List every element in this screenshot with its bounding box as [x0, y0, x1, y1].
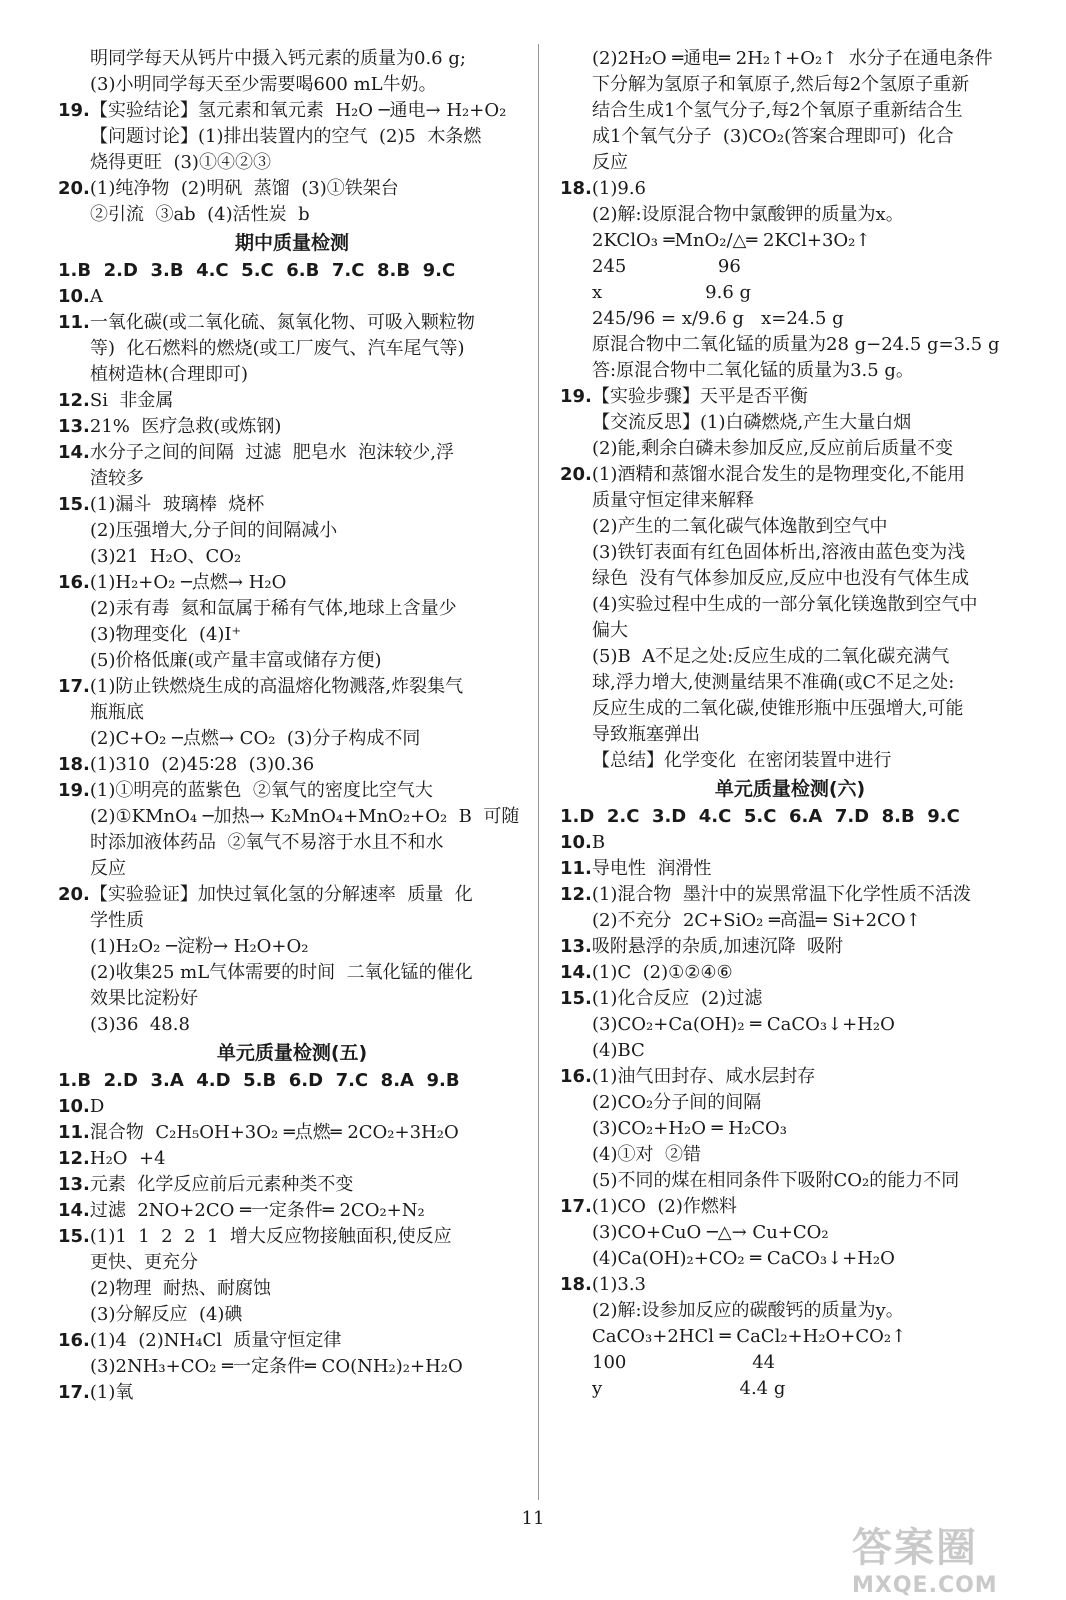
answer-text: 2KClO₃ ═MnO₂/△═ 2KCl+3O₂↑ [592, 230, 871, 251]
answer-text: (4)Ca(OH)₂+CO₂ ═ CaCO₃↓+H₂O [592, 1248, 895, 1269]
column-divider [538, 44, 539, 1500]
answer-line [58, 1380, 526, 1406]
answer-text: 原混合物中二氧化锰的质量为28 g−24.5 g=3.5 g [592, 334, 1000, 355]
answer-line [58, 388, 526, 414]
answer-line [560, 540, 1020, 566]
answer-text: 渣较多 [90, 468, 144, 489]
question-number: 12. [58, 390, 90, 411]
question-number: 10. [58, 286, 90, 307]
answer-line [560, 1064, 1020, 1090]
answer-line [560, 202, 1020, 228]
answer-line [560, 670, 1020, 696]
answer-text: 瓶瓶底 [90, 702, 144, 723]
answer-text: (3)2NH₃+CO₂ ═一定条件═ CO(NH₂)₂+H₂O [90, 1356, 463, 1377]
question-number: 17. [560, 1196, 592, 1217]
answer-line [58, 570, 526, 596]
answer-line [560, 804, 1020, 830]
answer-line [560, 332, 1020, 358]
question-number: 13. [560, 936, 592, 957]
answer-line [58, 700, 526, 726]
answer-line [560, 72, 1020, 98]
question-number: 14. [58, 442, 90, 463]
answer-line [560, 722, 1020, 748]
answer-text: (4)BC [592, 1040, 645, 1061]
answer-line [58, 1302, 526, 1328]
question-number: 11. [58, 1122, 90, 1143]
answer-line [58, 830, 526, 856]
answer-text: (2)物理 耐热、耐腐蚀 [90, 1278, 271, 1299]
answer-text: 时添加液体药品 ②氧气不易溶于水且不和水 [90, 832, 444, 853]
answer-text: 结合生成1个氢气分子,每2个氧原子重新结合生 [592, 100, 963, 121]
watermark-logo-text: 答案圈 [852, 1525, 978, 1571]
answer-text: (1)油气田封存、咸水层封存 [591, 1066, 816, 1087]
right-column [560, 46, 1020, 1402]
answer-text: 245/96 = x/9.6 g x=24.5 g [592, 308, 844, 329]
answer-text: (2)汞有毒 氦和氙属于稀有气体,地球上含量少 [90, 598, 457, 619]
answer-text: 【实验结论】氢元素和氧元素 H₂O ─通电→ H₂+O₂ [89, 100, 507, 121]
answer-text: (1)310 (2)45∶28 (3)0.36 [89, 754, 315, 775]
answer-text: (1)纯净物 (2)明矾 蒸馏 (3)①铁架台 [89, 178, 399, 199]
answer-line [560, 124, 1020, 150]
answer-text: (1)漏斗 玻璃棒 烧杯 [89, 494, 265, 515]
answer-text: (2)能,剩余白磷未参加反应,反应前后质量不变 [592, 438, 953, 459]
answer-line [58, 804, 526, 830]
question-number: 18. [58, 754, 90, 775]
answer-line [560, 1220, 1020, 1246]
answer-text: (1)H₂+O₂ ─点燃→ H₂O [89, 572, 287, 593]
answer-text: x 9.6 g [592, 282, 752, 303]
answer-text: 反应 [592, 152, 628, 173]
answer-text: 过滤 2NO+2CO ═一定条件═ 2CO₂+N₂ [89, 1200, 425, 1221]
answer-line [560, 592, 1020, 618]
question-number: 10. [58, 1096, 90, 1117]
answer-text: 绿色 没有气体参加反应,反应中也没有气体生成 [592, 568, 970, 589]
answer-text: A [89, 286, 103, 307]
question-number: 12. [58, 1148, 90, 1169]
answer-text: (1)CO (2)作燃料 [591, 1196, 737, 1217]
answer-line [58, 856, 526, 882]
answer-text: (5)B A不足之处:反应生成的二氧化碳充满气 [592, 646, 950, 667]
answer-text: 1.D 2.C 3.D 4.C 5.C 6.A 7.D 8.B 9.C [560, 806, 960, 827]
answer-line [560, 228, 1020, 254]
answer-line [560, 960, 1020, 986]
answer-line [58, 518, 526, 544]
answer-text: 明同学每天从钙片中摄入钙元素的质量为0.6 g; [90, 48, 466, 69]
answer-text: y 4.4 g [592, 1378, 786, 1399]
answer-text: (3)21 H₂O、CO₂ [90, 546, 242, 567]
answer-text: (1)3.3 [591, 1274, 647, 1295]
answer-line [560, 1350, 1020, 1376]
answer-line [560, 1376, 1020, 1402]
answer-line [560, 280, 1020, 306]
answer-text: (2)2H₂O ═通电═ 2H₂↑+O₂↑ 水分子在通电条件 [592, 48, 993, 69]
answer-line [58, 726, 526, 752]
answer-text: D [89, 1096, 105, 1117]
answer-line [58, 1354, 526, 1380]
left-column [58, 46, 526, 1406]
answer-line [560, 618, 1020, 644]
answer-line [58, 440, 526, 466]
section-heading: 单元质量检测(六) [714, 778, 866, 800]
answer-line [560, 1142, 1020, 1168]
answer-text: 更快、更充分 [90, 1252, 198, 1273]
answer-line [58, 1012, 526, 1038]
answer-line [58, 466, 526, 492]
answer-text: (1)H₂O₂ ─淀粉→ H₂O+O₂ [90, 936, 309, 957]
answer-text: (3)CO₂+Ca(OH)₂ ═ CaCO₃↓+H₂O [592, 1014, 895, 1035]
answer-text: Si 非金属 [89, 390, 174, 411]
answer-line [58, 934, 526, 960]
answer-text: CaCO₃+2HCl ═ CaCl₂+H₂O+CO₂↑ [592, 1326, 907, 1347]
question-number: 15. [560, 988, 592, 1009]
answer-text: 效果比淀粉好 [90, 988, 198, 1009]
question-number: 20. [58, 884, 90, 905]
question-number: 17. [58, 1382, 90, 1403]
answer-line [58, 648, 526, 674]
answer-text: (2)产生的二氧化碳气体逸散到空气中 [592, 516, 888, 537]
answer-text: 反应 [90, 858, 126, 879]
answer-line [58, 752, 526, 778]
answer-line [58, 1276, 526, 1302]
answer-line [58, 882, 526, 908]
answer-text: 【交流反思】(1)白磷燃烧,产生大量白烟 [592, 412, 912, 433]
answer-text: (1)1 1 2 2 1 增大反应物接触面积,使反应 [89, 1226, 452, 1247]
answer-line [58, 284, 526, 310]
answer-text: (5)不同的煤在相同条件下吸附CO₂的能力不同 [592, 1170, 960, 1191]
answer-text: 1.B 2.D 3.B 4.C 5.C 6.B 7.C 8.B 9.C [58, 260, 456, 281]
answer-line [560, 986, 1020, 1012]
answer-text: (2)CO₂分子间的间隔 [592, 1092, 762, 1113]
answer-line [58, 1120, 526, 1146]
answer-line [58, 258, 526, 284]
answer-line [58, 596, 526, 622]
answer-line [560, 1324, 1020, 1350]
question-number: 17. [58, 676, 90, 697]
answer-line [58, 960, 526, 986]
answer-line [58, 1224, 526, 1250]
answer-text: 21% 医疗急救(或炼钢) [89, 416, 282, 437]
question-number: 19. [58, 780, 90, 801]
question-number: 15. [58, 1226, 90, 1247]
answer-line [58, 544, 526, 570]
answer-text: (1)4 (2)NH₄Cl 质量守恒定律 [89, 1330, 342, 1351]
answer-text: 导致瓶塞弹出 [592, 724, 700, 745]
answer-text: (1)C (2)①②④⑥ [591, 962, 733, 983]
answer-text: (1)9.6 [591, 178, 647, 199]
answer-text: 学性质 [90, 910, 144, 931]
answer-line [58, 1328, 526, 1354]
answer-line [58, 986, 526, 1012]
answer-text: (1)化合反应 (2)过滤 [591, 988, 763, 1009]
answer-text: (2)不充分 2C+SiO₂ ═高温═ Si+2CO↑ [592, 910, 921, 931]
answer-text: (5)价格低廉(或产量丰富或储存方便) [90, 650, 382, 671]
answer-line [58, 336, 526, 362]
answer-text: (2)解:设参加反应的碳酸钙的质量为y。 [592, 1300, 904, 1321]
answer-text: B [591, 832, 606, 853]
answer-text: 质量守恒定律来解释 [592, 490, 754, 511]
answer-line [560, 488, 1020, 514]
answer-line [560, 1246, 1020, 1272]
answer-text: (2)①KMnO₄ ─加热→ K₂MnO₄+MnO₂+O₂ B 可随 [90, 806, 520, 827]
answer-text: 导电性 润滑性 [591, 858, 712, 879]
answer-text: 答:原混合物中二氧化锰的质量为3.5 g。 [592, 360, 914, 381]
section-heading: 单元质量检测(五) [216, 1042, 368, 1064]
question-number: 13. [58, 416, 90, 437]
question-number: 12. [560, 884, 592, 905]
answer-text: 元素 化学反应前后元素种类不变 [89, 1174, 354, 1195]
question-number: 11. [58, 312, 90, 333]
answer-line [58, 622, 526, 648]
answer-text: (4)实验过程中生成的一部分氧化镁逸散到空气中 [592, 594, 978, 615]
answer-line [560, 436, 1020, 462]
answer-text: 植树造林(合理即可) [90, 364, 249, 385]
answer-line [58, 310, 526, 336]
answer-line [560, 696, 1020, 722]
question-number: 18. [560, 1274, 592, 1295]
answer-text: (3)CO₂+H₂O ═ H₂CO₃ [592, 1118, 787, 1139]
answer-line [560, 358, 1020, 384]
answer-line [58, 98, 526, 124]
question-number: 13. [58, 1174, 90, 1195]
answer-line [58, 908, 526, 934]
answer-text: (2)解:设原混合物中氯酸钾的质量为x。 [592, 204, 904, 225]
answer-line [560, 384, 1020, 410]
answer-line [560, 514, 1020, 540]
answer-text: 成1个氧气分子 (3)CO₂(答案合理即可) 化合 [592, 126, 954, 147]
answer-line [560, 1090, 1020, 1116]
answer-line [560, 46, 1020, 72]
answer-line [58, 1094, 526, 1120]
answer-text: 100 44 [592, 1352, 776, 1373]
answer-line [560, 306, 1020, 332]
answer-line [560, 644, 1020, 670]
answer-text: 水分子之间的间隔 过滤 肥皂水 泡沫较少,浮 [89, 442, 454, 463]
answer-line [560, 410, 1020, 436]
answer-line [560, 1168, 1020, 1194]
answer-text: 混合物 C₂H₅OH+3O₂ ═点燃═ 2CO₂+3H₂O [89, 1122, 459, 1143]
answer-line [560, 882, 1020, 908]
answer-line [560, 856, 1020, 882]
answer-line [560, 1116, 1020, 1142]
answer-line [560, 1298, 1020, 1324]
answer-line [560, 176, 1020, 202]
answer-text: 【实验步骤】天平是否平衡 [591, 386, 808, 407]
watermark-logo [852, 1516, 1052, 1598]
answer-text: (2)压强增大,分子间的间隔减小 [90, 520, 338, 541]
question-number: 16. [58, 572, 90, 593]
answer-text: (2)收集25 mL气体需要的时间 二氧化锰的催化 [90, 962, 473, 983]
answer-line [58, 674, 526, 700]
question-number: 19. [560, 386, 592, 407]
answer-line [58, 150, 526, 176]
answer-text: (1)①明亮的蓝紫色 ②氧气的密度比空气大 [89, 780, 433, 801]
answer-text: (1)防止铁燃烧生成的高温熔化物溅落,炸裂集气 [89, 676, 464, 697]
answer-text: (3)铁钉表面有红色固体析出,溶液由蓝色变为浅 [592, 542, 966, 563]
answer-text: (1)混合物 墨汁中的炭黑常温下化学性质不活泼 [591, 884, 971, 905]
answer-line [560, 1038, 1020, 1064]
answer-text: 等) 化石燃料的燃烧(或工厂废气、汽车尾气等) [90, 338, 465, 359]
answer-line [560, 1012, 1020, 1038]
answer-text: 烧得更旺 (3)①④②③ [90, 152, 271, 173]
watermark-site: MXQE.COM [852, 1573, 998, 1598]
answer-text: (3)36 48.8 [90, 1014, 190, 1035]
answer-text: (3)CO+CuO ─△→ Cu+CO₂ [592, 1222, 829, 1243]
answer-line [560, 462, 1020, 488]
answer-line [58, 492, 526, 518]
answer-line [560, 566, 1020, 592]
answer-text: 【总结】化学变化 在密闭装置中进行 [592, 750, 892, 771]
question-number: 16. [560, 1066, 592, 1087]
answer-line [560, 254, 1020, 280]
answer-text: 1.B 2.D 3.A 4.D 5.B 6.D 7.C 8.A 9.B [58, 1070, 460, 1091]
answer-line [560, 748, 1020, 774]
answer-text: (3)小明同学每天至少需要喝600 mL牛奶。 [90, 74, 437, 95]
question-number: 16. [58, 1330, 90, 1351]
question-number: 20. [560, 464, 592, 485]
answer-line [58, 1198, 526, 1224]
answer-line [560, 830, 1020, 856]
answer-line [58, 778, 526, 804]
question-number: 20. [58, 178, 90, 199]
answer-line [58, 202, 526, 228]
answer-text: (1)氧 [89, 1382, 134, 1403]
answer-line [560, 98, 1020, 124]
answer-line [560, 908, 1020, 934]
page-number: 11 [521, 1508, 545, 1529]
question-number: 18. [560, 178, 592, 199]
answer-text: (2)C+O₂ ─点燃→ CO₂ (3)分子构成不同 [90, 728, 421, 749]
answer-line [58, 1068, 526, 1094]
answer-line [560, 1194, 1020, 1220]
question-number: 14. [58, 1200, 90, 1221]
answer-line [58, 1250, 526, 1276]
answer-line [560, 1272, 1020, 1298]
answer-text: (1)酒精和蒸馏水混合发生的是物理变化,不能用 [591, 464, 966, 485]
answer-line [58, 46, 526, 72]
answer-line [58, 1172, 526, 1198]
answer-line [58, 124, 526, 150]
answer-text: 一氧化碳(或二氧化硫、氮氧化物、可吸入颗粒物 [89, 312, 475, 333]
answer-text: 【实验验证】加快过氧化氢的分解速率 质量 化 [89, 884, 473, 905]
question-number: 14. [560, 962, 592, 983]
answer-text: 球,浮力增大,使测量结果不准确(或C不足之处: [592, 672, 955, 693]
answer-line [58, 362, 526, 388]
section-heading: 期中质量检测 [234, 232, 349, 254]
answer-line [58, 414, 526, 440]
answer-line [58, 1146, 526, 1172]
answer-line [58, 176, 526, 202]
answer-text: (3)物理变化 (4)I⁺ [90, 624, 242, 645]
answer-line [560, 934, 1020, 960]
answer-text: 反应生成的二氧化碳,使锥形瓶中压强增大,可能 [592, 698, 964, 719]
question-number: 11. [560, 858, 592, 879]
answer-text: 245 96 [592, 256, 741, 277]
answer-text: (3)分解反应 (4)碘 [90, 1304, 243, 1325]
answer-text: ②引流 ③ab (4)活性炭 b [90, 204, 310, 225]
question-number: 10. [560, 832, 592, 853]
question-number: 15. [58, 494, 90, 515]
answer-text: 【问题讨论】(1)排出装置内的空气 (2)5 木条燃 [90, 126, 482, 147]
answer-text: (4)①对 ②错 [592, 1144, 701, 1165]
answer-text: H₂O +4 [89, 1148, 166, 1169]
question-number: 19. [58, 100, 90, 121]
answer-text: 偏大 [592, 620, 628, 641]
answer-line [560, 150, 1020, 176]
answer-line [58, 72, 526, 98]
answer-text: 下分解为氢原子和氧原子,然后每2个氢原子重新 [592, 74, 970, 95]
answer-text: 吸附悬浮的杂质,加速沉降 吸附 [591, 936, 844, 957]
